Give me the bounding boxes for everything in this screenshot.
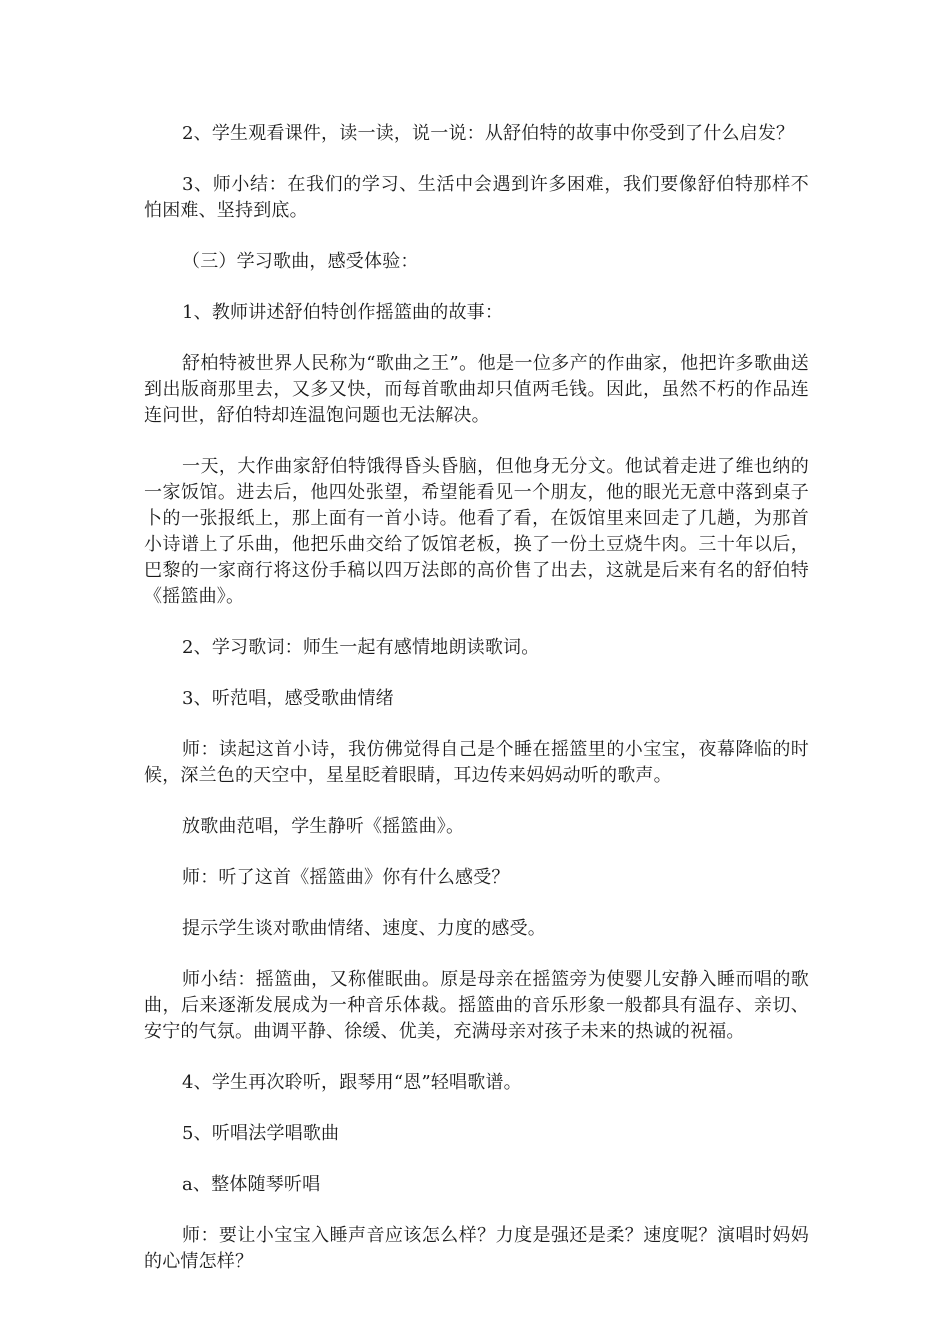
- paragraph-lullaby-story: 一天，大作曲家舒伯特饿得昏头昏脑，但他身无分文。他试着走进了维也纳的一家饭馆。进去后，他四处张望，希望能看见一个朋友，他的眼光无意中落到桌子卜的一张报纸上，那上面有一首小诗。他看了看，在饭馆里来回走了几趟，为那首小诗谱上了乐曲，他把乐曲交给了饭馆老板，换了一份土豆烧牛肉。三十年以后，巴黎的一家商行将这份手稿以四万法郎的高价售了出去，这就是后来有名的舒伯特《摇篮曲》。: [144, 456, 809, 607]
- paragraph-schubert-bio: 舒柏特被世界人民称为“歌曲之王”。他是一位多产的作曲家，他把许多歌曲送到出版商那里去，又多又快，而每首歌曲却只值两毛钱。因此，虽然不朽的作品连连问世，舒伯特却连温饱问题也无法解决。: [144, 353, 809, 426]
- paragraph-lullaby-summary: 师小结：摇篮曲，又称催眠曲。原是母亲在摇篮旁为使婴儿安静入睡而唱的歌曲，后来逐渐发展成为一种音乐体裁。摇篮曲的音乐形象一般都具有温存、亲切、安宁的气氛。曲调平静、徐缓、优美，充满母亲对孩子未来的热诚的祝福。: [144, 969, 809, 1042]
- document-body: [144, 121, 809, 1300]
- section-heading-learn-song: （三）学习歌曲，感受体验：: [182, 251, 419, 272]
- paragraph-lyrics-reading: 2、学习歌词：师生一起有感情地朗读歌词。: [182, 637, 540, 658]
- paragraph-listen-demo: 3、听范唱，感受歌曲情绪: [182, 688, 394, 709]
- paragraph-teacher-summary: 3、师小结：在我们的学习、生活中会遇到许多困难，我们要像舒伯特那样不怕困难、坚持到底。: [144, 174, 809, 221]
- paragraph-sing-along: a、整体随琴听唱: [182, 1174, 321, 1195]
- paragraph-teacher-narration: 师：读起这首小诗，我仿佛觉得自己是个睡在摇篮里的小宝宝，夜幕降临的时候，深兰色的天空中，星星眨着眼睛，耳边传来妈妈动听的歌声。: [144, 739, 809, 786]
- paragraph-listen-again: 4、学生再次聆听，跟琴用“恩”轻唱歌谱。: [182, 1072, 522, 1093]
- paragraph-prompt-students: 提示学生谈对歌曲情绪、速度、力度的感受。: [182, 918, 546, 939]
- paragraph-final-question: 师：要让小宝宝入睡声音应该怎么样？力度是强还是柔？速度呢？演唱时妈妈的心情怎样？: [144, 1225, 809, 1272]
- paragraph-play-song: 放歌曲范唱，学生静听《摇篮曲》。: [182, 816, 465, 837]
- paragraph-learn-singing: 5、听唱法学唱歌曲: [182, 1123, 340, 1144]
- paragraph-teacher-question: 师：听了这首《摇篮曲》你有什么感受？: [182, 867, 510, 888]
- paragraph-inspiration-question: 2、学生观看课件，读一读，说一说：从舒伯特的故事中你受到了什么启发？: [182, 123, 795, 144]
- paragraph-story-intro: 1、教师讲述舒伯特创作摇篮曲的故事：: [182, 302, 504, 323]
